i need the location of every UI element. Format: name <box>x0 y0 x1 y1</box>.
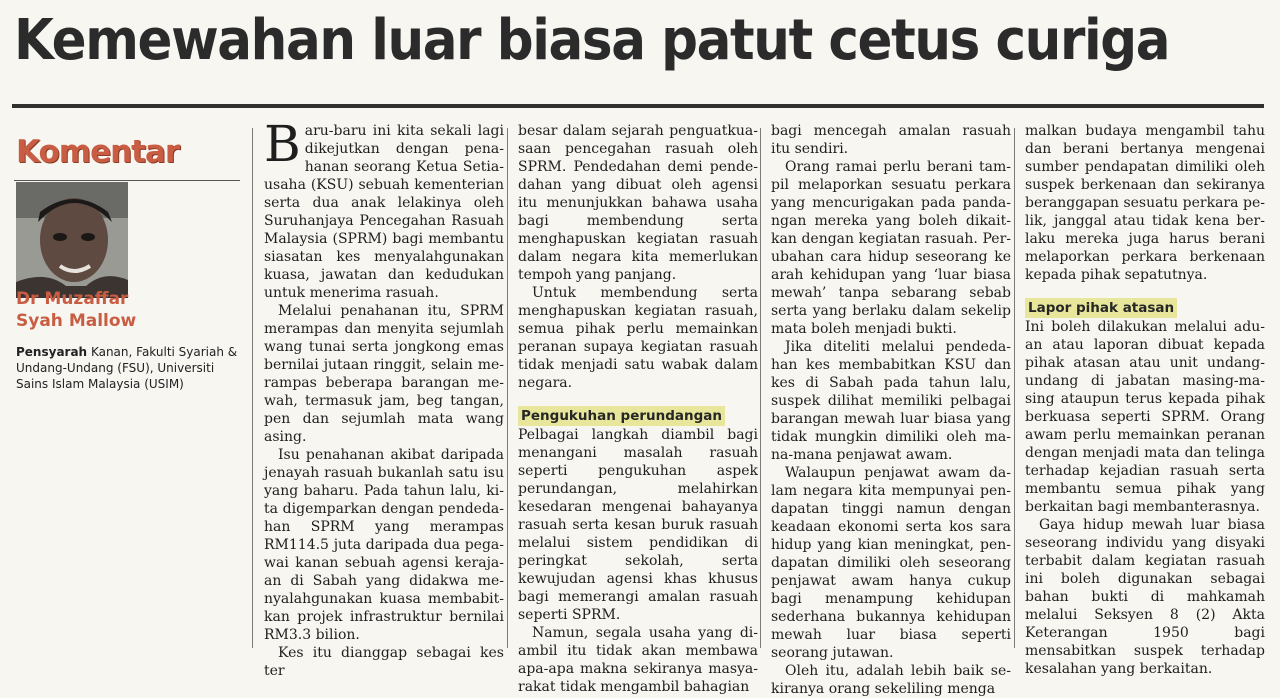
column-rule <box>1014 128 1015 648</box>
drop-cap: B <box>264 115 301 173</box>
paragraph-text: bagi mencegah amalan rasuah itu sendiri. <box>771 123 1011 157</box>
paragraph-text: besar dalam sejarah penguatkuasaan pencegahan rasuah oleh SPRM. Pendedahan demi pendedahan yang dibuat oleh agensi itu menunjukkan bahawa usaha bagi membendung serta menghapuskan kegiatan rasuah dalam negara kita memerlukan tempoh yang panjang. <box>518 123 758 283</box>
sidebar-divider <box>14 180 240 181</box>
section-subheading: Lapor pihak atasan <box>1025 298 1177 318</box>
body-paragraph <box>771 338 1011 464</box>
lead-paragraph <box>264 115 504 302</box>
body-paragraph <box>264 644 504 680</box>
body-paragraph <box>518 624 758 696</box>
author-title-bold: Pensyarah <box>16 345 88 359</box>
paragraph-text: Namun, segala usaha yang diambil itu tidak akan membawa apa-apa makna sekiranya masyarakat tidak mengambil bahagian <box>518 625 758 695</box>
paragraph-text: aru-baru ini kita sekali lagi dikejutkan dengan penahanan seorang Ketua Setiausaha (KSU) sebuah kementerian serta dua anak lelakinya oleh Suruhanjaya Pencegahan Rasuah Malaysia (SPRM) bagi membantu siasatan kes menyalahgunakan kuasa, jawatan dan kedudukan untuk menerima rasuah. <box>264 123 504 301</box>
author-name-line2: Syah Mallow <box>16 311 137 331</box>
article-column-2 <box>518 122 758 696</box>
paragraph-text: Walaupun penjawat awam dalam negara kita mempunyai pendapatan tinggi namun dengan keadaan ekonomi serta kos sara hidup yang kian meningkat, pendapatan dimiliki oleh seseorang penjawat awam hanya cukup bagi menampung kehidupan sederhana bukannya kehidupan mewah luar biasa seperti seorang jutawan. <box>771 465 1011 661</box>
body-paragraph <box>771 464 1011 662</box>
body-paragraph <box>771 662 1011 698</box>
article-column-4 <box>1025 122 1265 678</box>
author-title <box>16 344 240 392</box>
body-paragraph <box>771 158 1011 338</box>
paragraph-text: Orang ramai perlu berani tampil melaporkan sesuatu perkara yang mencurigakan pada pandangan mereka yang boleh dikaitkan dengan kegiatan rasuah. Perubahan cara hidup seseorang ke arah kehidupan yang ‘luar biasa mewah’ tanpa sebarang sebab serta yang berlaku dalam sekelip mata boleh menjadi bukti. <box>771 159 1011 337</box>
section-label: Komentar <box>16 134 180 170</box>
body-paragraph <box>1025 122 1265 284</box>
body-paragraph <box>518 122 758 284</box>
section-subheading: Pengukuhan perundangan <box>518 406 725 426</box>
body-paragraph <box>518 284 758 392</box>
author-name <box>16 288 236 332</box>
headline-rule <box>12 104 1264 108</box>
body-paragraph <box>1025 516 1265 678</box>
body-paragraph <box>264 446 504 644</box>
author-portrait-photo <box>16 182 128 298</box>
body-paragraph <box>1025 318 1265 516</box>
paragraph-text: malkan budaya mengambil tahu dan berani bertanya mengenai sumber pendapatan dimiliki oleh suspek berkenaan dan sekiranya beranggapan sesuatu perkara pelik, janggal atau tidak kena berlaku mereka juga harus berani melaporkan perkara berkenaan kepada pihak sepatutnya. <box>1025 123 1265 283</box>
article-column-3 <box>771 122 1011 698</box>
paragraph-text: Jika diteliti melalui pendedahan kes membabitkan KSU dan kes di Sabah pada tahun lalu, suspek dilihat memiliki pelbagai barangan mewah luar biasa yang tidak mungkin dimiliki oleh mana-mana penjawat awam. <box>771 339 1011 463</box>
paragraph-text: Untuk membendung serta menghapuskan kegiatan rasuah, semua pihak perlu memainkan peranan supaya kegiatan rasuah tidak menjadi satu wabak dalam negara. <box>518 285 758 391</box>
paragraph-text: Kes itu dianggap sebagai kes ter <box>264 645 504 679</box>
headline: Kemewahan luar biasa patut cetus curiga <box>14 8 1170 73</box>
body-paragraph <box>771 122 1011 158</box>
paragraph-text: Gaya hidup mewah luar biasa seseorang individu yang disyaki terbabit dalam kegiatan rasuah ini boleh digunakan sebagai bahan bukti di mahkamah melalui Seksyen 8 (2) Akta Keterangan 1950 bagi mensabitkan suspek terhadap kesalahan yang berkaitan. <box>1025 517 1265 677</box>
article-column-1 <box>264 115 504 680</box>
author-title-rest: Kanan, Fakulti Syariah & Undang-Undang (FSU), Universiti Sains Islam Malaysia (USIM) <box>16 345 238 391</box>
column-rule <box>760 128 761 648</box>
paragraph-text: Pelbagai langkah diambil bagi menangani masalah rasuah seperti pengukuhan aspek perundangan, melahirkan kesedaran mengenai bahayanya rasuah serta kesan buruk rasuah melalui sistem pendidikan di peringkat sekolah, serta kewujudan agensi khas khusus bagi memerangi amalan rasuah seperti SPRM. <box>518 427 758 623</box>
body-paragraph <box>264 302 504 446</box>
author-sidebar <box>12 118 240 418</box>
paragraph-text: Ini boleh dilakukan melalui aduan atau laporan dibuat kepada pihak atasan atau unit undang-undang di jabatan masing-masing ataupun terus kepada pihak berkuasa seperti SPRM. Orang awam perlu memainkan peranan dengan menjadi mata dan telinga terhadap kejadian rasuah serta membantu semua pihak yang berkaitan bagi membanterasnya. <box>1025 319 1265 515</box>
author-portrait <box>16 182 128 298</box>
author-name-line1: Dr Muzaffar <box>16 289 129 309</box>
body-paragraph <box>518 426 758 624</box>
paragraph-text: Isu penahanan akibat daripada jenayah rasuah bukanlah satu isu yang baharu. Pada tahun lalu, kita digemparkan dengan pendedahan SPRM yang merampas RM114.5 juta daripada dua pegawai kanan sebuah agensi kerajaan di Sabah yang didakwa menyalahgunakan kuasa membabitkan projek infrastruktur bernilai RM3.3 bilion. <box>264 447 504 643</box>
paragraph-text: Oleh itu, adalah lebih baik sekiranya orang sekeliling menga <box>771 663 1011 697</box>
column-rule <box>507 128 508 648</box>
paragraph-text: Melalui penahanan itu, SPRM merampas dan menyita sejumlah wang tunai serta jongkong emas bernilai jutaan ringgit, selain merampas beberapa barangan mewah, termasuk jam, beg tangan, pen dan sejumlah mata wang asing. <box>264 303 504 445</box>
column-rule <box>252 128 253 648</box>
